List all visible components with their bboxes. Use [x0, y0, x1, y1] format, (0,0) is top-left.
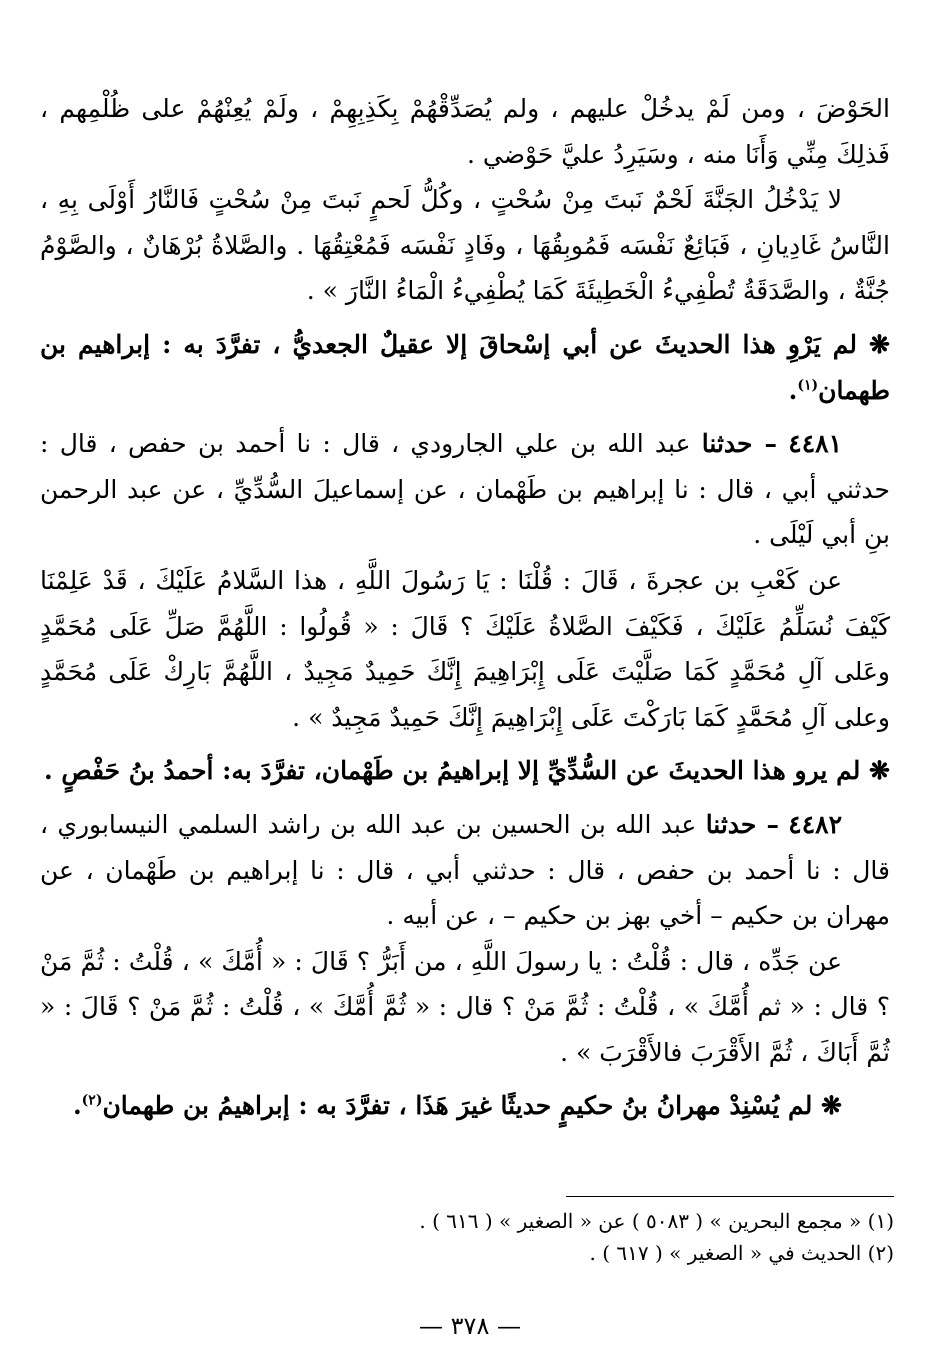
star-bullet-icon: ❋ [821, 1091, 842, 1121]
isnad-text: عبد الله بن علي الجارودي ، قال : نا أحمد بن حفص ، قال : حدثني أبي ، قال : نا إبراهيم بن طَهْمان ، عن إسماعيلَ السُّدِّيِّ ، عن عبد الرحمن بنِ أبي لَيْلَى . [40, 429, 890, 550]
star-bullet-icon: ❋ [869, 329, 890, 359]
commentary-text: لم يرو هذا الحديثَ عن السُّدِّيِّ إلا إبراهيمُ بن طَهْمان، تفرَّدَ به: أحمدُ بنُ حَفْصٍ . [43, 756, 861, 786]
footnote-ref: (٢) [81, 1093, 103, 1110]
isnad-text: عبد الله بن الحسين بن عبد الله بن راشد السلمي النيسابوري ، قال : نا أحمد بن حفص ، قال : حدثني أبي ، قال : نا إبراهيم بن طَهْمان ، عن مهران بن حكيم – أخي بهز بن حكيم – ، عن أبيه . [40, 809, 890, 931]
commentary-note-3: ❋ لم يُسْنِدْ مهرانُ بنُ حكيمٍ حديثًا غيرَ هَذَا ، تفرَّدَ به : إبراهيمُ بن طهمان$^{(٢)}$. [72, 1091, 842, 1121]
footnote-divider [566, 1196, 894, 1197]
hadith-number: ٤٤٨١ [788, 429, 843, 459]
paragraph-hadith-quote: لا يَدْخُلُ الجَنَّةَ لَحْمٌ نَبتَ مِنْ سُحْتٍ ، وكُلُّ لَحمٍ نَبتَ مِنْ سُحْتٍ فَالنَّارُ أَوْلَى بِهِ ، النَّاسُ غَادِيانِ ، فَبَائِعٌ نَفْسَه فَمُوبِقُهَا ، وفَادٍ نَفْسَه فَمُعْتِقُهَا . والصَّلاةُ بُرْهَانٌ ، والصَّوْمُ جُنَّةٌ ، والصَّدَقَةُ تُطْفِيءُ الْخَطِيئَةَ كَمَا يُطْفِيءُ الْمَاءُ النَّارَ » . [40, 185, 890, 306]
hadith-keyword: – حدثنا [701, 429, 778, 459]
hadith-4482-matn: عن جَدِّه ، قال : قُلْتُ : يا رسولَ اللَّهِ ، من أَبَرُّ ؟ قَالَ : « أُمَّكَ » ، قُلْتُ : ثُمَّ مَنْ ؟ قال : « ثم أُمَّكَ » ، قُلْتُ : ثُمَّ مَنْ ؟ قال : « ثُمَّ أُمَّكَ » ، قُلْتُ : ثُمَّ مَنْ ؟ قَالَ : « ثُمَّ أَبَاكَ ، ثُمَّ الأَقْرَبَ فالأَقْرَبَ » . [40, 946, 890, 1067]
star-bullet-icon: ❋ [869, 756, 890, 786]
hadith-4481-matn: عن كَعْبِ بن عجرةَ ، قَالَ : قُلْنَا : يَا رَسُولَ اللَّهِ ، هذا السَّلامُ عَلَيْكَ ، قَدْ عَلِمْنَا كَيْفَ نُسَلِّمُ عَلَيْكَ ، فَكَيْفَ الصَّلاةُ عَلَيْكَ ؟ قَالَ : « قُولُوا : اللَّهُمَّ صَلِّ عَلَى مُحَمَّدٍ وعَلى آلِ مُحَمَّدٍ كَمَا صَلَّيْتَ عَلَى إِبْرَاهِيمَ إِنَّكَ حَمِيدٌ مَجِيدٌ ، اللَّهُمَّ بَارِكْ عَلَى مُحَمَّدٍ وعلى آلِ مُحَمَّدٍ كَمَا بَارَكْتَ عَلَى إِبْرَاهِيمَ إِنَّكَ حَمِيدٌ مَجِيدٌ » . [40, 565, 890, 732]
main-text [40, 86, 890, 1129]
commentary-text: لم يُسْنِدْ مهرانُ بنُ حكيمٍ حديثًا غيرَ هَذَا ، تفرَّدَ به : إبراهيمُ بن طهمان [102, 1091, 813, 1121]
hadith-number: ٤٤٨٢ [788, 809, 843, 839]
hadith-keyword: – حدثنا [705, 809, 779, 839]
commentary-note-1: ❋ لم يَرْوِ هذا الحديثَ عن أبي إسْحاقَ إلا عقيلٌ الجعديُّ ، تفرَّدَ به : إبراهيم بن طهمان$^{(١)}$. [40, 329, 890, 405]
footnote-1: (١) « مجمع البحرين » ( ٥٠٨٣ ) عن « الصغير » ( ٦١٦ ) . [419, 1209, 894, 1233]
hadith-4481-isnad [40, 421, 890, 558]
commentary-note-2 [40, 748, 890, 794]
footnote-ref: (١) [797, 377, 819, 394]
paragraph-hadith-end: الحَوْضَ ، ومن لَمْ يدخُلْ عليهم ، ولم يُصَدِّقْهُمْ بِكَذِبِهِمْ ، ولَمْ يُعِنْهُمْ على ظُلْمِهم ، فَذلِكَ مِنِّي وَأَنَا منه ، وسَيَرِدُ عليَّ حَوْضي . [40, 94, 890, 169]
footnote-2: (٢) الحديث في « الصغير » ( ٦١٧ ) . [589, 1241, 894, 1265]
hadith-4482-isnad [40, 802, 890, 939]
commentary-text: لم يَرْوِ هذا الحديثَ عن أبي إسْحاقَ إلا عقيلٌ الجعديُّ ، تفرَّدَ به : إبراهيم بن طهمان [40, 329, 890, 405]
page-number: — ٣٧٨ — [419, 1312, 521, 1340]
footnotes [74, 1205, 894, 1269]
